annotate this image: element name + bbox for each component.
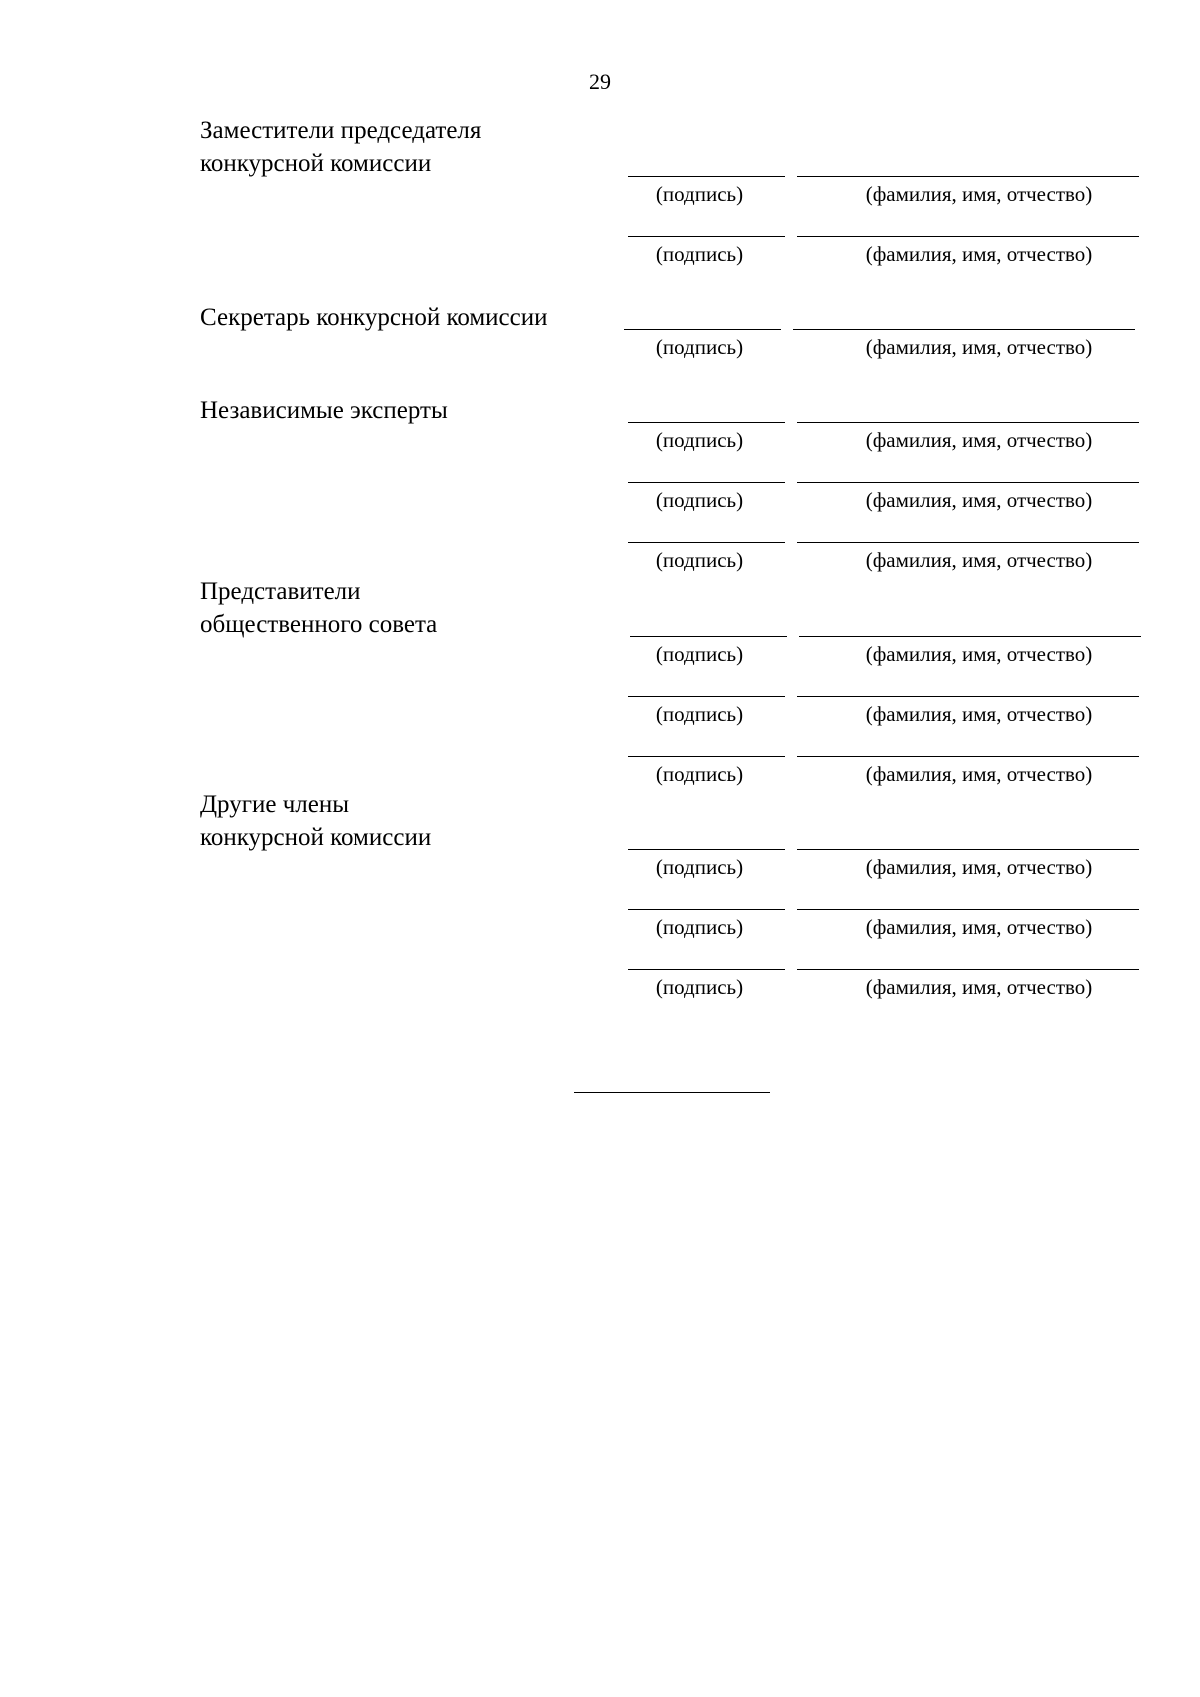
name-line[interactable]: [797, 422, 1139, 423]
signature-line[interactable]: [624, 329, 781, 330]
signature-line[interactable]: [628, 176, 785, 177]
signature-caption: (подпись): [655, 488, 744, 512]
section-label-line: конкурсной комиссии: [200, 824, 432, 851]
name-caption: (фамилия, имя, отчество): [865, 548, 1093, 572]
signature-line[interactable]: [628, 482, 785, 483]
signature-line[interactable]: [628, 756, 785, 757]
signature-caption: (подпись): [655, 855, 744, 879]
signature-caption: (подпись): [655, 428, 744, 452]
name-line[interactable]: [799, 636, 1141, 637]
signature-caption: (подпись): [655, 335, 744, 359]
signature-line[interactable]: [628, 849, 785, 850]
page-number: 29: [589, 69, 611, 94]
end-of-document-rule: [574, 1092, 770, 1093]
name-line[interactable]: [797, 909, 1139, 910]
signature-caption: (подпись): [655, 548, 744, 572]
section-label-secretary: [200, 301, 548, 334]
section-label-line: конкурсной комиссии: [200, 150, 432, 177]
section-label-line: Представители: [200, 578, 361, 605]
section-label-line: общественного совета: [200, 611, 438, 638]
name-line[interactable]: [797, 696, 1139, 697]
name-caption: (фамилия, имя, отчество): [865, 702, 1093, 726]
signature-caption: (подпись): [655, 975, 744, 999]
section-label-public-council: [200, 575, 437, 641]
name-caption: (фамилия, имя, отчество): [865, 488, 1093, 512]
signature-line[interactable]: [628, 696, 785, 697]
name-line[interactable]: [797, 482, 1139, 483]
signature-line[interactable]: [630, 636, 787, 637]
name-line[interactable]: [797, 236, 1139, 237]
name-caption: (фамилия, имя, отчество): [865, 855, 1093, 879]
name-caption: (фамилия, имя, отчество): [865, 762, 1093, 786]
section-label-line: Независимые эксперты: [200, 397, 448, 424]
signature-line[interactable]: [628, 422, 785, 423]
name-caption: (фамилия, имя, отчество): [865, 428, 1093, 452]
signature-line[interactable]: [628, 236, 785, 237]
name-caption: (фамилия, имя, отчество): [865, 975, 1093, 999]
name-line[interactable]: [797, 176, 1139, 177]
section-label-independent-experts: [200, 394, 448, 427]
name-line[interactable]: [797, 969, 1139, 970]
name-caption: (фамилия, имя, отчество): [865, 182, 1093, 206]
name-caption: (фамилия, имя, отчество): [865, 335, 1093, 359]
name-line[interactable]: [797, 542, 1139, 543]
signature-line[interactable]: [628, 542, 785, 543]
signature-caption: (подпись): [655, 642, 744, 666]
signature-caption: (подпись): [655, 702, 744, 726]
name-line[interactable]: [797, 849, 1139, 850]
signature-caption: (подпись): [655, 915, 744, 939]
name-line[interactable]: [793, 329, 1135, 330]
name-caption: (фамилия, имя, отчество): [865, 642, 1093, 666]
section-label-line: Секретарь конкурсной комиссии: [200, 304, 548, 331]
section-label-other-members: [200, 788, 431, 854]
name-caption: (фамилия, имя, отчество): [865, 915, 1093, 939]
signature-line[interactable]: [628, 969, 785, 970]
section-label-line: Заместители председателя: [200, 117, 482, 144]
signature-line[interactable]: [628, 909, 785, 910]
signature-caption: (подпись): [655, 242, 744, 266]
name-line[interactable]: [797, 756, 1139, 757]
section-label-line: Другие члены: [200, 791, 350, 818]
section-label-deputy-chairs: [200, 114, 481, 180]
name-caption: (фамилия, имя, отчество): [865, 242, 1093, 266]
signature-caption: (подпись): [655, 762, 744, 786]
signature-caption: (подпись): [655, 182, 744, 206]
